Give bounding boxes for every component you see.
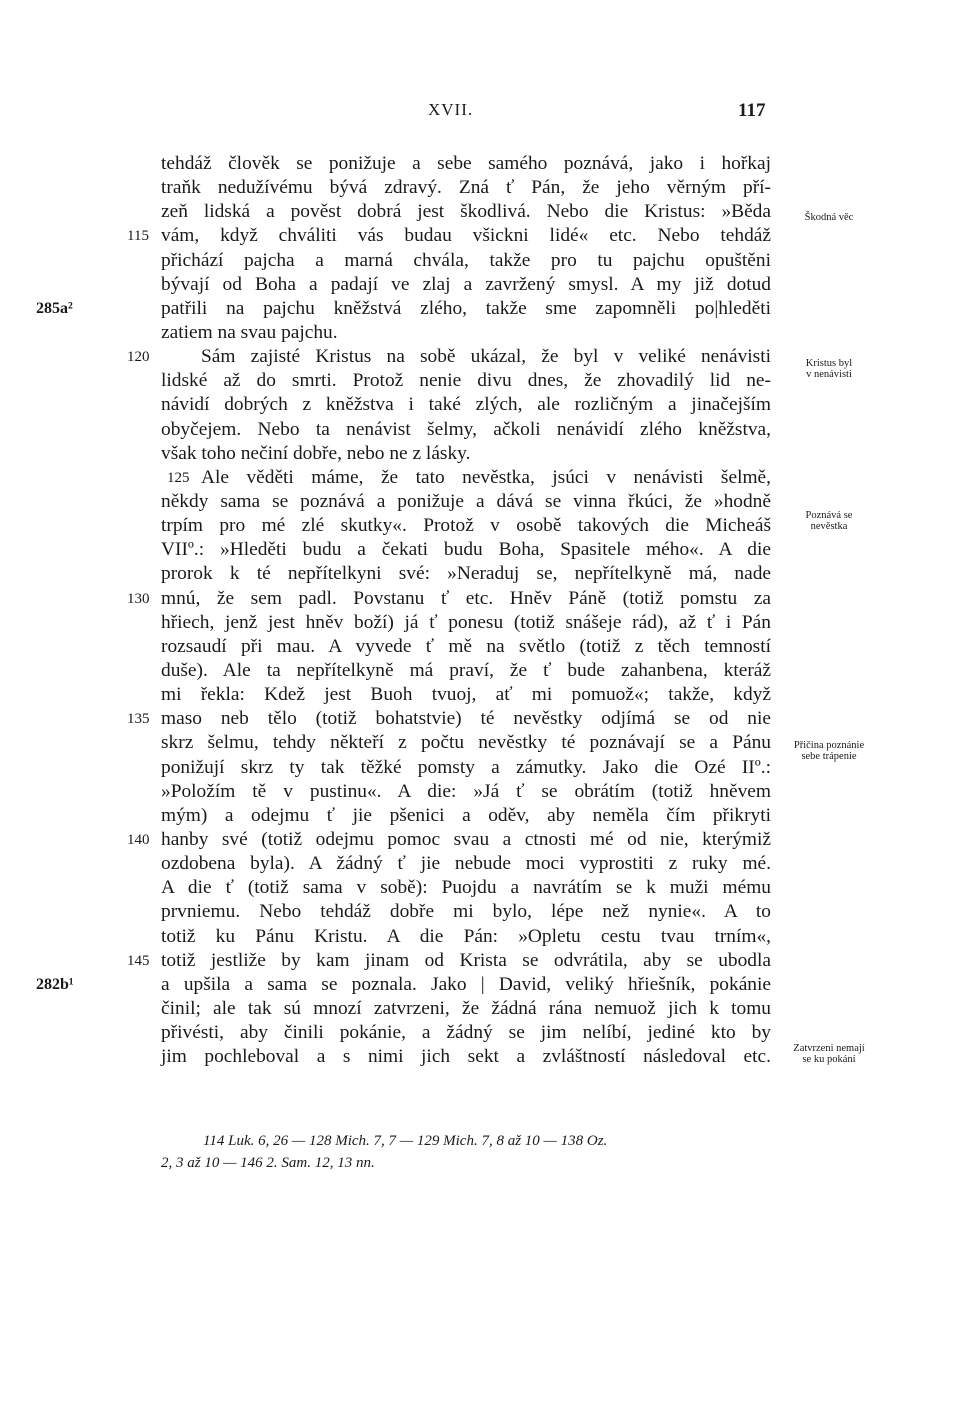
text-line: ozdobena byla). A žádný ť jie nebude moci vyprostiti z ruky mé.	[161, 853, 771, 875]
line-number: 135	[127, 711, 150, 728]
margin-note: Kristus byl v nenávisti	[805, 358, 853, 380]
text-line: přivésti, aby činili pokánie, a žádný se jim nelíbí, jediné kto by	[161, 1022, 771, 1044]
body-text	[36, 152, 771, 1069]
text-line: mým) a odejmu ť jie pšenici a oděv, aby neměla čím přikryti	[161, 804, 771, 826]
text-line: »Položím tě v pustinu«. A die: »Já ť se obrátím (totiž hněvem	[161, 780, 771, 802]
text-line: 145 totiž jestliže by kam jinam od Krista se odvrátila, aby se ubodla	[161, 949, 771, 973]
text-line: rozsaudí při mau. A vyvede ť mě na světlo (totiž z těch temností	[161, 635, 771, 657]
footnote-line: 114 Luk. 6, 26 — 128 Mich. 7, 7 — 129 Mich. 7, 8 až 10 — 138 Oz.	[203, 1133, 608, 1149]
text-line: však toho nečiní dobře, nebo ne z lásky.	[161, 442, 471, 464]
text-line: jim pochleboval a s nimi jich sekt a zvláštností následoval etc.	[161, 1046, 771, 1068]
text-line: zeň lidská a pověst dobrá jest škodlivá. Nebo die Kristus: »Běda	[161, 201, 771, 223]
text-line: 130 mnú, že sem padl. Povstanu ť etc. Hněv Páně (totiž pomstu za	[161, 587, 771, 611]
text-line: skrz šelmu, tehdy někteří z počtu nevěstky té poznávají se a Pánu	[161, 732, 771, 754]
manuscript-signature: 285a²	[36, 299, 73, 317]
text-line: bývají od Boha a padají ve zlaj a zavržený smysl. A my již dotud	[161, 273, 771, 295]
line-number: 140	[127, 831, 150, 848]
text-line: hřiech, jenž jest hněv boží) já ť ponesu (totiž snášeje rád), až ť i Pán	[161, 611, 771, 633]
text-line: zatiem na svau pajchu.	[161, 321, 338, 343]
text-line: 285a² patřili na pajchu kněžstvá zlého, takže sme zapomněli po|hleděti	[161, 297, 771, 321]
text-line: 125 Ale věděti máme, že tato nevěstka, jsúci v nenávisti šelmě,	[161, 466, 771, 490]
text-line: totiž ku Pánu Kristu. A die Pán: »Opletu cestu tvau trním«,	[161, 925, 771, 947]
line-number: 120	[127, 349, 150, 366]
line-number: 145	[127, 952, 150, 969]
margin-note: Škodná věc	[804, 212, 854, 223]
text-line: přichází pajcha a marná chvála, takže pro tu pajchu opuštěni	[161, 249, 771, 271]
text-line: duše). Ale ta nepřítelkyně má praví, že ť bude zahanbena, kteráž	[161, 659, 771, 681]
text-line: VIIº.: »Hleděti budu a čekati budu Boha, Spasitele mého«. A die	[161, 539, 771, 561]
footnote-line: 2, 3 až 10 — 146 2. Sam. 12, 13 nn.	[161, 1155, 375, 1171]
line-number: 125	[167, 469, 190, 486]
margin-note: Zatvrzeni nemají se ku pokání	[793, 1043, 865, 1065]
text-line: činil; ale tak sú mnozí zatvrzeni, že žádná rána nemuož jich k tomu	[161, 997, 771, 1019]
margin-note: Přičina poznánie sebe trápenie	[793, 740, 865, 762]
text-line: A die ť (totiž sama v sobě): Puojdu a navrátím se k muži mému	[161, 877, 771, 899]
text-line: 135 maso neb tělo (totiž bohatstvie) té nevěstky odjímá se od nie	[161, 707, 771, 731]
text-line: prvniemu. Nebo tehdáž dobře mi bylo, lépe než nynie«. A to	[161, 901, 771, 923]
text-line: mi řekla: Kdež jest Buoh tvuoj, ať mi pomuož«; takže, když	[161, 684, 771, 706]
text-line: prorok k té nepřítelkyni své: »Neraduj se, nepřítelkyně má, nade	[161, 563, 771, 585]
manuscript-signature: 282b¹	[36, 975, 74, 993]
line-number: 130	[127, 590, 150, 607]
footnotes	[161, 1130, 771, 1174]
margin-note: Poznává se nevěstka	[805, 510, 853, 532]
text-line: ponižují skrz ty tak těžké pomsty a zámutky. Jako die Ozé IIº.:	[161, 756, 771, 778]
text-line: trpím pro mé zlé skutky«. Protož v osobě takových die Micheáš	[161, 515, 771, 537]
chapter-heading: XVII.	[428, 100, 474, 119]
text-line: traňk nedužívému bývá zdravý. Zná ť Pán, že jeho věrným pří-	[161, 177, 771, 199]
text-line: někdy sama se poznává a ponižuje a dává se vinna řkúci, že »hodně	[161, 490, 771, 512]
page-number: 117	[738, 100, 766, 121]
text-line: lidské až do smrti. Protož nenie divu dnes, že zhovadilý lid ne-	[161, 370, 771, 392]
text-line: obyčejem. Nebo ta nenávist šelmy, ačkoli nenávidí zlého kněžstva,	[161, 418, 771, 440]
text-line: 140 hanby své (totiž odejmu pomoc svau a ctnosti mé od nie, kterýmiž	[161, 828, 771, 852]
text-line: 120 Sám zajisté Kristus na sobě ukázal, že byl v veliké nenávisti	[161, 345, 771, 369]
text-line: návidí dobrých z kněžstva i také zlých, ale rozličným a jinačejším	[161, 394, 771, 416]
text-line: tehdáž člověk se ponižuje a sebe samého poznává, jako i hořkaj	[161, 153, 771, 174]
text-line: 115 vám, když chváliti vás budau všickni lidé« etc. Nebo tehdáž	[161, 224, 771, 248]
text-line: 282b¹ a upšila a sama se poznala. Jako | David, veliký hřiešník, pokánie	[161, 973, 771, 997]
line-number: 115	[127, 228, 149, 245]
